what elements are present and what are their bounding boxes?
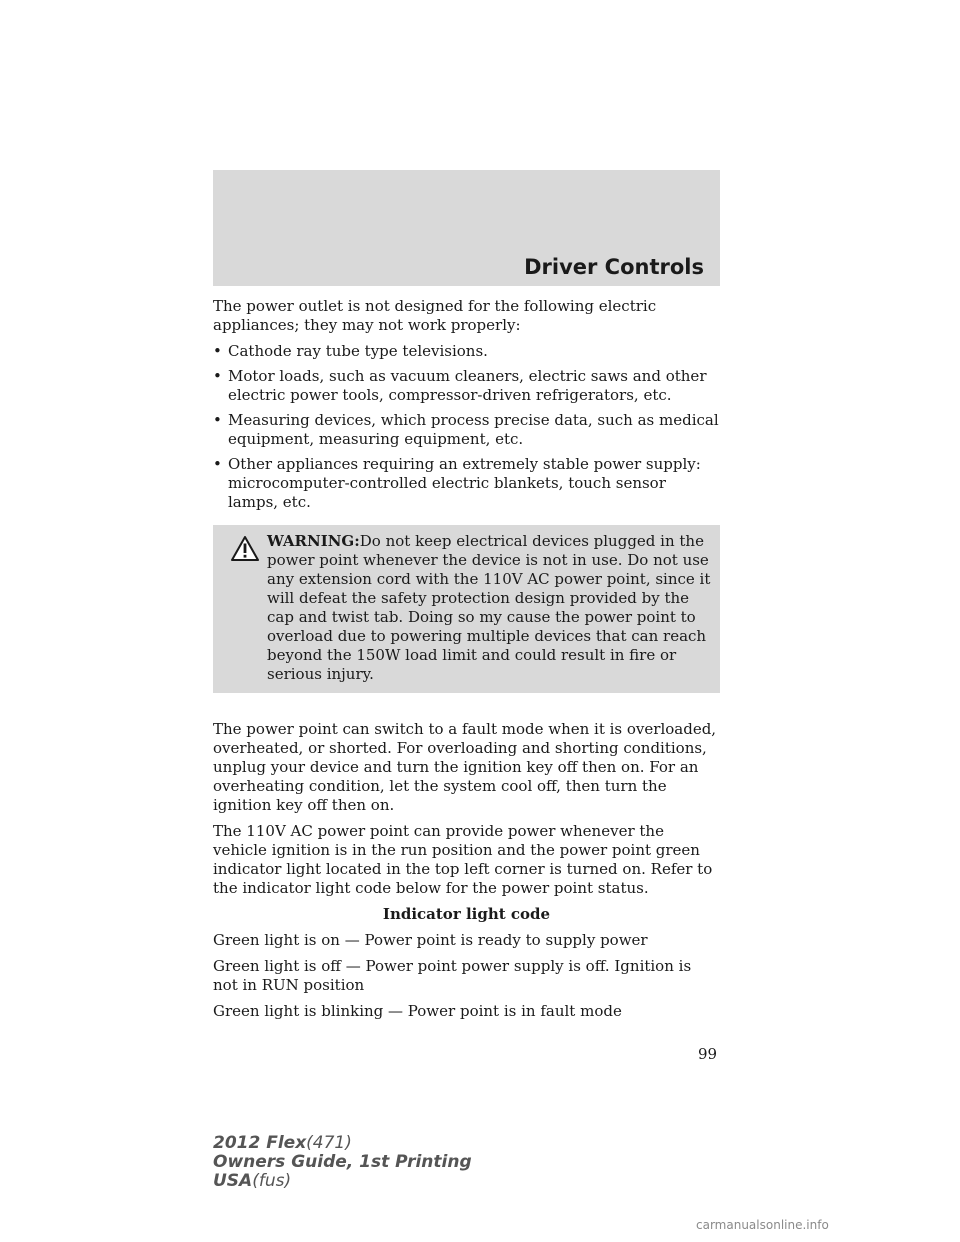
bullet-icon: • bbox=[213, 342, 222, 360]
list-item bbox=[213, 455, 720, 512]
footer-market-code: (fus) bbox=[252, 1171, 292, 1191]
footer-model-code: (471) bbox=[306, 1133, 352, 1153]
list-item bbox=[213, 342, 720, 361]
bullet-icon: • bbox=[213, 411, 222, 429]
footer-line-model bbox=[213, 1134, 472, 1153]
bullet-icon: • bbox=[213, 367, 222, 385]
fault-mode-paragraph: The power point can switch to a fault mode when it is overloaded, overheated, or shorted. For overloading and shorting conditions, unplug your device and turn the ignition key off then on. For an overheating condition, let the system cool off, then turn the ignition key off then on. bbox=[213, 720, 717, 814]
list-item bbox=[213, 367, 720, 405]
watermark: carmanualsonline.info bbox=[696, 1218, 829, 1232]
footer-market: USA bbox=[213, 1171, 253, 1191]
warning-box bbox=[213, 525, 720, 693]
warning-triangle-icon bbox=[230, 535, 260, 562]
list-item-text: Cathode ray tube type televisions. bbox=[228, 342, 488, 360]
list-item-text: Motor loads, such as vacuum cleaners, electric saws and other electric power tools, compressor-driven refrigerators, etc. bbox=[228, 367, 707, 404]
footer-line-printing: Owners Guide, 1st Printing bbox=[213, 1152, 472, 1172]
warning-text: Do not keep electrical devices plugged in the power point whenever the device is not in use. Do not use any extension cord with the 110V AC power point, since it will defeat the safety protection design provided by the cap and twist tab. Doing so my cause the power point to overload due to powering multiple devices that can reach beyond the 150W load limit and could result in fire or serious injury. bbox=[267, 532, 711, 683]
indicator-line: Green light is on — Power point is ready to supply power bbox=[213, 931, 648, 949]
list-item-text: Other appliances requiring an extremely stable power supply: microcomputer-controlled electric blankets, touch sensor lamps, etc. bbox=[228, 455, 701, 511]
footer-model-name: 2012 Flex bbox=[213, 1133, 307, 1153]
warning-label: WARNING: bbox=[267, 532, 360, 550]
page-content bbox=[213, 297, 720, 1028]
power-availability-paragraph: The 110V AC power point can provide power whenever the vehicle ignition is in the run position and the power point green indicator light located in the top left corner is turned on. Refer to the indicator light code below for the power point status. bbox=[213, 822, 713, 897]
indicator-heading: Indicator light code bbox=[382, 905, 551, 923]
section-header-band bbox=[213, 170, 720, 286]
warning-content bbox=[220, 532, 713, 684]
intro-paragraph: The power outlet is not designed for the following electric appliances; they may not work properly: bbox=[213, 297, 657, 334]
bullet-icon: • bbox=[213, 455, 222, 473]
page-number: 99 bbox=[698, 1045, 718, 1063]
indicator-line: Green light is blinking — Power point is in fault mode bbox=[213, 1002, 622, 1020]
appliance-list bbox=[213, 342, 720, 512]
indicator-line: Green light is off — Power point power supply is off. Ignition is not in RUN position bbox=[213, 957, 692, 994]
list-item bbox=[213, 411, 720, 449]
document-footer bbox=[213, 1134, 472, 1191]
footer-line-market bbox=[213, 1172, 472, 1191]
list-item-text: Measuring devices, which process precise data, such as medical equipment, measuring equipment, etc. bbox=[228, 411, 719, 448]
section-title: Driver Controls bbox=[524, 255, 704, 279]
